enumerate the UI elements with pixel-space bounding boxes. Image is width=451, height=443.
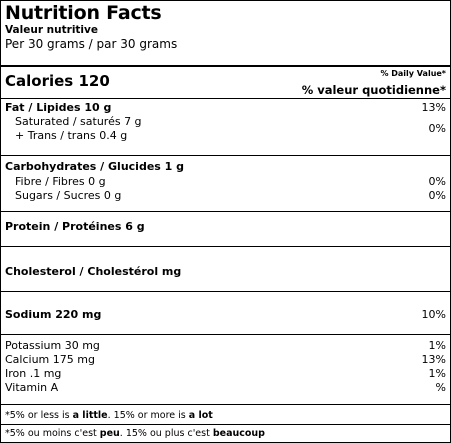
serving-size: Per 30 grams / par 30 grams (5, 37, 178, 51)
daily-value-heading-en: % Daily Value* (380, 69, 446, 78)
iron-label: Iron .1 mg (5, 367, 62, 380)
divider (1, 155, 450, 156)
fibre-label: Fibre / Fibres 0 g (15, 175, 106, 188)
divider (1, 424, 450, 425)
divider (1, 98, 450, 99)
vitamin-a-dv: % (435, 381, 446, 394)
potassium-dv: 1% (428, 339, 446, 352)
label-title: Nutrition Facts (5, 2, 162, 24)
carbohydrates-label: Carbohydrates / Glucides 1 g (5, 160, 185, 173)
divider (1, 211, 450, 212)
footnote-french: *5% ou moins c'est peu. 15% ou plus c'est beaucoup (5, 428, 265, 439)
calories: Calories 120 (5, 72, 110, 90)
fibre-dv: 0% (428, 175, 446, 188)
footnote-english: *5% or less is a little. 15% or more is a lot (5, 410, 213, 421)
fat-dv: 13% (421, 101, 446, 114)
divider (1, 291, 450, 292)
saturated-label: Saturated / saturés 7 g (15, 115, 142, 128)
protein-label: Protein / Protéines 6 g (5, 220, 145, 233)
cholesterol-label: Cholesterol / Cholestérol mg (5, 265, 182, 278)
potassium-label: Potassium 30 mg (5, 339, 100, 352)
divider (1, 404, 450, 405)
sugars-label: Sugars / Sucres 0 g (15, 189, 122, 202)
label-subtitle: Valeur nutritive (5, 24, 98, 36)
divider (1, 334, 450, 335)
daily-value-heading-fr: % valeur quotidienne* (301, 83, 446, 97)
saturated-dv: 0% (428, 122, 446, 135)
divider (1, 65, 450, 67)
vitamin-a-label: Vitamin A (5, 381, 59, 394)
trans-label: + Trans / trans 0.4 g (15, 129, 128, 142)
divider (1, 246, 450, 247)
calcium-dv: 13% (421, 353, 446, 366)
calcium-label: Calcium 175 mg (5, 353, 95, 366)
sodium-dv: 10% (421, 308, 446, 321)
sodium-label: Sodium 220 mg (5, 308, 102, 321)
fat-label: Fat / Lipides 10 g (5, 101, 112, 114)
iron-dv: 1% (428, 367, 446, 380)
sugars-dv: 0% (428, 189, 446, 202)
